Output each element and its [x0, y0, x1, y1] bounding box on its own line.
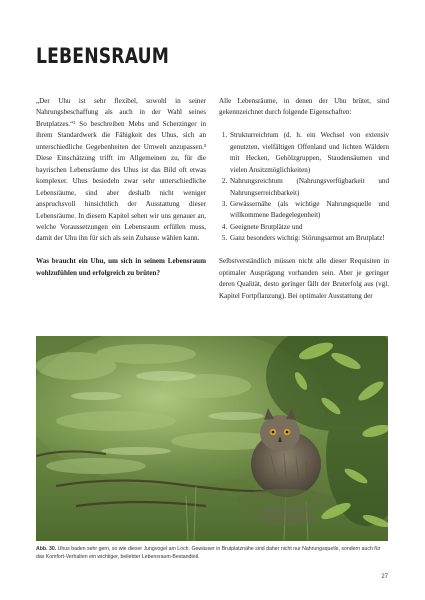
page-number: 27	[381, 574, 388, 580]
quality-paragraph: Selbstverständlich müssen nicht alle dieser Requisiten in optimaler Ausprägung vorhanden sein. Aber je geringer deren Qualität, desto geringer fällt der Bruterfolg aus (vgl. Kapitel Fortpflanzung). Bei optimaler Ausstattung der	[219, 257, 389, 300]
figure-caption-text: Uhus baden sehr gern, so wie dieser Jungvogel am Loch. Gewässer in Brutplatznähe sind daher nicht nur Nahrungsquelle, sondern auch für das Komfort-Verhalten ein wichtiger, beliebter Lebensraum-Bestandteil.	[36, 546, 381, 560]
figure-caption	[36, 545, 388, 561]
question-paragraph: Was braucht ein Uhu, um sich in seinem Lebensraum wohlzufühlen und erfolgreich zu brüten?	[36, 257, 206, 277]
page-title: LEBENSRAUM	[36, 44, 170, 69]
habitat-list-item: 2. Nahrungsreichtum (Nahrungsverfügbarkeit und Nahrungserreichbarkeit)	[229, 176, 389, 199]
habitat-list	[219, 130, 389, 245]
intro-paragraph: „Der Uhu ist sehr flexibel, sowohl in seiner Nahrungsbeschaffung als auch in der Wahl seines Brutplatzes.“² So beschreiben Mebs und Scherzinger in ihrem Standardwerk die Fähigkeit des Uhus, sich an unterschiedliche Gegebenheiten der Umwelt anzupassen.³ Diese Einschätzung trifft im Allgemeinen zu, für die bayrischen Lebensräume des Uhus ist das Bild oft etwas komplexer. Uhus besiedeln zwar sehr unterschiedliche Lebensräume, sind aber deshalb nicht weniger anspruchsvoll hinsichtlich der Ausstattung dieser Lebensräume. In diesem Kapitel sehen wir uns genauer an, welche Voraussetzungen ein Lebensraum erfüllen muss, damit der Uhu ihn für sich als sein Zuhause wählen kann.	[36, 97, 206, 243]
habitat-list-item: 5. Ganz besonders wichtig: Störungsarmut am Brutplatz!	[229, 233, 389, 244]
left-text-column	[36, 96, 206, 291]
right-text-column	[219, 96, 389, 313]
owl-photo	[36, 336, 388, 541]
habitat-list-item: 3. Gewässernähe (als wichtige Nahrungsquelle und willkommene Badegelegenheit)	[229, 199, 389, 222]
habitat-intro: Alle Lebensräume, in denen der Uhu brütet, sind gekennzeichnet durch folgende Eigenschaften:	[219, 97, 389, 117]
habitat-list-item: 4. Geeignete Brutplätze und	[229, 222, 389, 233]
habitat-list-item: 1. Strukturreichtum (d. h. ein Wechsel von extensiv genutzten, vielfältigen Offenland und lichten Wäldern mit Hecken, Gehölzgruppen, Staudensäumen und vielen Ansitzmöglichkeiten)	[229, 130, 389, 176]
figure-label: Abb. 30.	[36, 546, 57, 552]
